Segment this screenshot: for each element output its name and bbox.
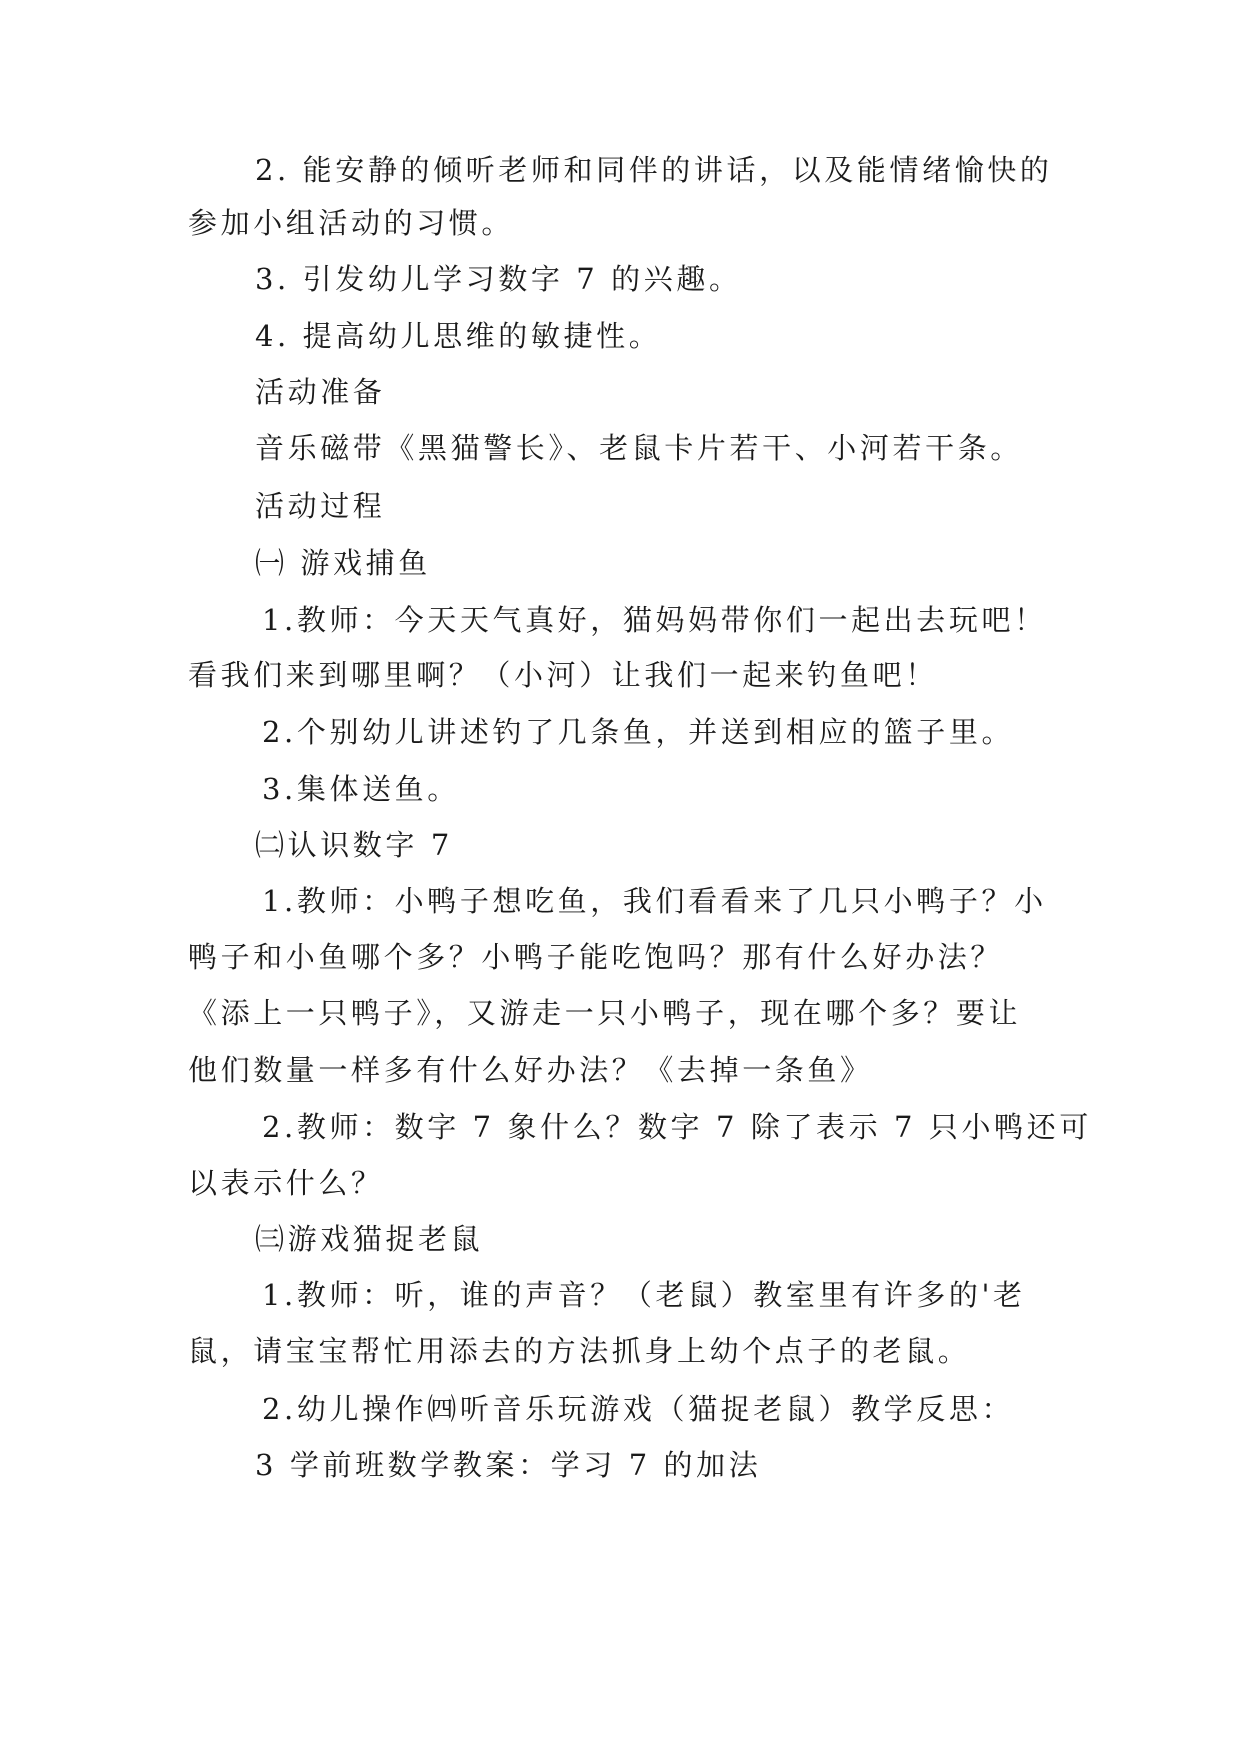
text-line: 音乐磁带《黑猫警长》、老鼠卡片若干、小河若干条。	[255, 431, 1023, 465]
text-line: 3. 引发幼儿学习数字 7 的兴趣。	[255, 262, 742, 296]
text-line: 他们数量一样多有什么好办法？《去掉一条鱼》	[188, 1053, 873, 1087]
text-line: 看我们来到哪里啊？（小河）让我们一起来钓鱼吧！	[188, 658, 938, 692]
section-heading: 活动准备	[255, 375, 386, 409]
text-line: 2. 能安静的倾听老师和同伴的讲话，以及能情绪愉快的	[255, 153, 1053, 187]
subsection-heading: ㈡认识数字 7	[255, 828, 453, 862]
text-line: 2.个别幼儿讲述钓了几条鱼，并送到相应的篮子里。	[262, 715, 1015, 749]
text-line: 2.教师：数字 7 象什么？数字 7 除了表示 7 只小鸭还可	[262, 1110, 1092, 1144]
section-heading: 活动过程	[255, 489, 386, 523]
text-line: 《添上一只鸭子》，又游走一只小鸭子，现在哪个多？要让	[188, 996, 1022, 1030]
text-line: 以表示什么？	[188, 1166, 384, 1200]
text-line: 鸭子和小鱼哪个多？小鸭子能吃饱吗？那有什么好办法？	[188, 940, 1004, 974]
text-line: 鼠，请宝宝帮忙用添去的方法抓身上幼个点子的老鼠。	[188, 1334, 971, 1368]
text-line: 1.教师：小鸭子想吃鱼，我们看看来了几只小鸭子？小	[262, 884, 1047, 918]
text-line: 1.教师：今天天气真好，猫妈妈带你们一起出去玩吧！	[262, 603, 1047, 637]
text-line: 2.幼儿操作㈣听音乐玩游戏（猫捉老鼠）教学反思：	[262, 1392, 1015, 1426]
text-line: 3.集体送鱼。	[262, 772, 460, 806]
subsection-heading: ㈢游戏猫捉老鼠	[255, 1222, 484, 1256]
text-line: 1.教师：听，谁的声音？（老鼠）教室里有许多的'老	[262, 1278, 1026, 1312]
section-heading: 3 学前班数学教案：学习 7 的加法	[255, 1448, 762, 1482]
text-line: 参加小组活动的习惯。	[188, 206, 515, 240]
subsection-heading: ㈠ 游戏捕鱼	[255, 546, 431, 580]
text-line: 4. 提高幼儿思维的敏捷性。	[255, 319, 662, 353]
